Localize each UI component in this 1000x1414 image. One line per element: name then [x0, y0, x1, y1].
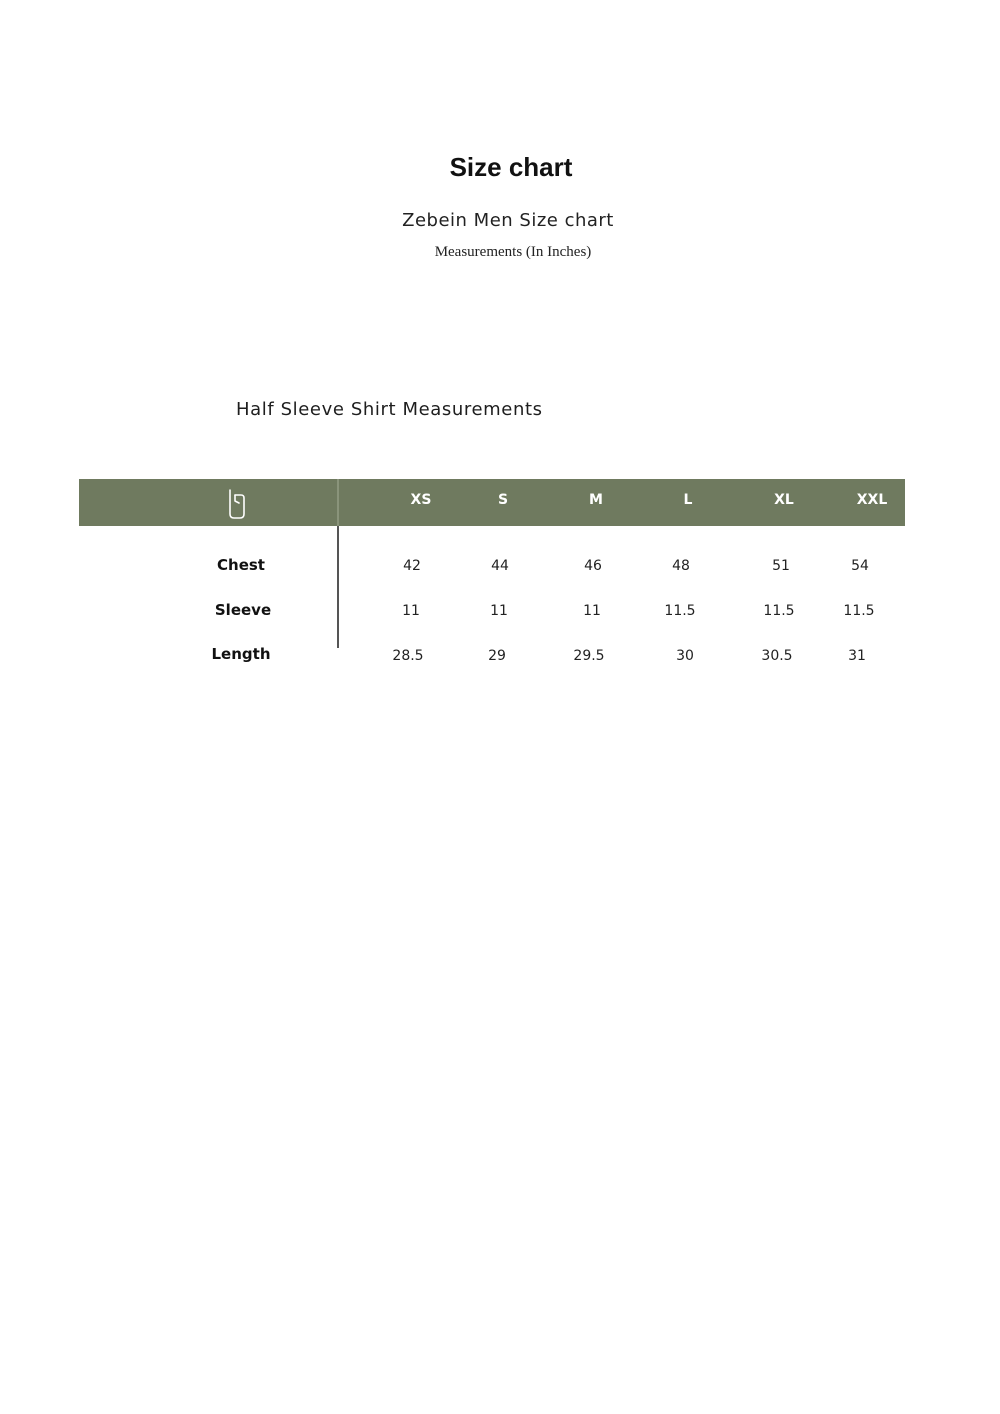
table-cell: 30 [676, 648, 694, 664]
table-cell: 11.5 [664, 603, 696, 619]
table-cell: 44 [491, 558, 509, 574]
table-cell: 46 [584, 558, 602, 574]
header-divider [337, 479, 339, 526]
size-header-xl: XL [774, 492, 794, 508]
size-header-s: S [497, 492, 509, 508]
units-note: Measurements (In Inches) [434, 244, 592, 260]
table-cell: 54 [851, 558, 869, 574]
table-cell: 11 [583, 603, 601, 619]
table-cell: 29.5 [573, 648, 605, 664]
table-cell: 28.5 [392, 648, 424, 664]
table-cell: 42 [403, 558, 421, 574]
table-cell: 51 [772, 558, 790, 574]
brand-subtitle: Zebein Men Size chart [402, 210, 614, 231]
size-header-m: M [589, 492, 603, 508]
page-title: Size chart [449, 152, 573, 182]
row-label-chest: Chest [217, 556, 265, 574]
table-cell: 31 [848, 648, 866, 664]
table-cell: 30.5 [761, 648, 793, 664]
size-header-xs: XS [410, 492, 432, 508]
section-title: Half Sleeve Shirt Measurements [236, 399, 543, 420]
table-cell: 48 [672, 558, 690, 574]
size-header-xxl: XXL [856, 492, 888, 508]
table-divider [337, 526, 339, 648]
table-cell: 11 [402, 603, 420, 619]
row-label-sleeve: Sleeve [214, 601, 272, 619]
table-cell: 29 [488, 648, 506, 664]
table-cell: 11.5 [843, 603, 875, 619]
table-cell: 11 [490, 603, 508, 619]
table-cell: 11.5 [763, 603, 795, 619]
size-header-l: L [683, 492, 693, 508]
shirt-icon [223, 488, 251, 520]
row-label-length: Length [211, 645, 271, 663]
